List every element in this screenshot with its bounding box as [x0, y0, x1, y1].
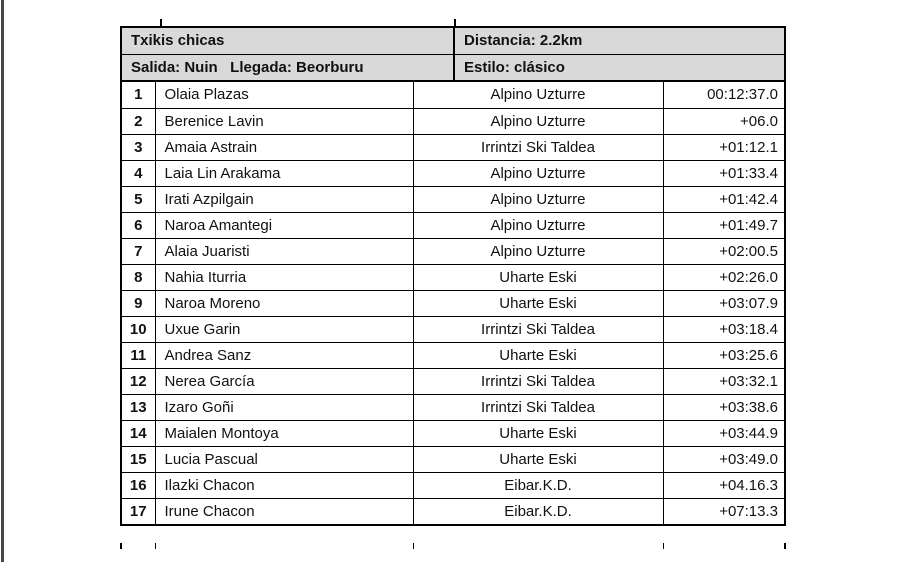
- club-cell: Uharte Eski: [413, 264, 663, 290]
- club-cell: Alpino Uzturre: [413, 212, 663, 238]
- table-cutoff-line: [120, 543, 122, 549]
- position-cell: 15: [122, 446, 155, 472]
- time-cell: +01:42.4: [663, 186, 784, 212]
- club-cell: Alpino Uzturre: [413, 160, 663, 186]
- left-edge-line: [1, 0, 4, 562]
- table-cutoff-line: [155, 543, 156, 549]
- time-cell: 00:12:37.0: [663, 82, 784, 108]
- table-row: [122, 108, 784, 134]
- club-cell: Uharte Eski: [413, 446, 663, 472]
- table-cutoff-line: [784, 543, 786, 549]
- distance-label: Distancia: 2.2km: [464, 32, 583, 49]
- club-cell: Irrintzi Ski Taldea: [413, 368, 663, 394]
- time-cell: +03:25.6: [663, 342, 784, 368]
- position-cell: 7: [122, 238, 155, 264]
- club-cell: Irrintzi Ski Taldea: [413, 316, 663, 342]
- position-cell: 11: [122, 342, 155, 368]
- position-cell: 9: [122, 290, 155, 316]
- club-cell: Alpino Uzturre: [413, 82, 663, 108]
- position-cell: 12: [122, 368, 155, 394]
- table-cutoff-line: [454, 19, 456, 26]
- route-label: Salida: Nuin Llegada: Beorburu: [122, 55, 455, 80]
- time-cell: +06.0: [663, 108, 784, 134]
- position-cell: 8: [122, 264, 155, 290]
- table-header-row-1: [122, 28, 784, 55]
- table-row: [122, 420, 784, 446]
- table-row: [122, 212, 784, 238]
- name-cell: Uxue Garin: [155, 316, 413, 342]
- time-cell: +07:13.3: [719, 502, 778, 520]
- results-table: [120, 26, 786, 526]
- name-cell: Naroa Amantegi: [155, 212, 413, 238]
- position-cell: 13: [122, 394, 155, 420]
- table-row: [122, 316, 784, 342]
- time-cell: +03:44.9: [663, 420, 784, 446]
- position-cell: 3: [122, 134, 155, 160]
- name-cell: Nerea García: [155, 368, 413, 394]
- club-cell: Irrintzi Ski Taldea: [413, 134, 663, 160]
- style-label: Estilo: clásico: [464, 59, 565, 76]
- name-cell: Alaia Juaristi: [155, 238, 413, 264]
- club-cell: Alpino Uzturre: [413, 238, 663, 264]
- position-cell: 4: [122, 160, 155, 186]
- time-cell: +01:12.1: [663, 134, 784, 160]
- name-cell: Berenice Lavin: [155, 108, 413, 134]
- club-cell: Uharte Eski: [413, 290, 663, 316]
- position-cell: 5: [122, 186, 155, 212]
- table-row: [122, 342, 784, 368]
- name-cell: Izaro Goñi: [155, 394, 413, 420]
- table-row: [122, 472, 784, 498]
- name-cell: Nahia Iturria: [155, 264, 413, 290]
- position-cell: 14: [122, 420, 155, 446]
- position-cell: 2: [122, 108, 155, 134]
- name-cell: Naroa Moreno: [155, 290, 413, 316]
- table-row: [122, 498, 784, 524]
- time-cell: +02:26.0: [663, 264, 784, 290]
- results-rows: [122, 82, 784, 524]
- time-cell: +02:00.5: [663, 238, 784, 264]
- club-cell: Irrintzi Ski Taldea: [413, 394, 663, 420]
- time-cell: +03:18.4: [663, 316, 784, 342]
- position-cell: 16: [122, 472, 155, 498]
- table-row: [122, 82, 784, 108]
- table-row: [122, 446, 784, 472]
- club-cell: Uharte Eski: [413, 342, 663, 368]
- name-cell: Irune Chacon: [155, 498, 413, 524]
- table-row: [122, 264, 784, 290]
- club-cell: Eibar.K.D.: [413, 472, 663, 498]
- club-cell: Eibar.K.D.: [413, 498, 663, 524]
- position-cell: 6: [122, 212, 155, 238]
- time-cell: +03:07.9: [663, 290, 784, 316]
- name-cell: Maialen Montoya: [155, 420, 413, 446]
- table-row: [122, 290, 784, 316]
- table-header-row-2: [122, 55, 784, 82]
- category-title: Txikis chicas: [122, 28, 455, 54]
- table-row: [122, 134, 784, 160]
- position-cell: 10: [122, 316, 155, 342]
- table-cutoff-line: [160, 19, 162, 26]
- position-cell: 1: [122, 82, 155, 108]
- name-cell: Ilazki Chacon: [155, 472, 413, 498]
- name-cell: Andrea Sanz: [155, 342, 413, 368]
- name-cell: Lucia Pascual: [155, 446, 413, 472]
- club-cell: Uharte Eski: [413, 420, 663, 446]
- table-row: [122, 160, 784, 186]
- time-cell: +01:49.7: [663, 212, 784, 238]
- club-cell: Alpino Uzturre: [413, 186, 663, 212]
- time-cell: +04.16.3: [663, 472, 784, 498]
- table-row: [122, 238, 784, 264]
- time-cell: +03:32.1: [663, 368, 784, 394]
- name-cell: Olaia Plazas: [155, 82, 413, 108]
- table-row: [122, 394, 784, 420]
- table-row: [122, 368, 784, 394]
- table-row: [122, 186, 784, 212]
- name-cell: Irati Azpilgain: [155, 186, 413, 212]
- time-cell: +03:49.0: [663, 446, 784, 472]
- club-cell: Alpino Uzturre: [413, 108, 663, 134]
- table-cutoff-line: [413, 543, 414, 549]
- position-cell: 17: [122, 498, 155, 524]
- time-cell: +01:33.4: [663, 160, 784, 186]
- name-cell: Laia Lin Arakama: [155, 160, 413, 186]
- name-cell: Amaia Astrain: [155, 134, 413, 160]
- time-cell: +03:38.6: [663, 394, 784, 420]
- table-cutoff-line: [663, 543, 664, 549]
